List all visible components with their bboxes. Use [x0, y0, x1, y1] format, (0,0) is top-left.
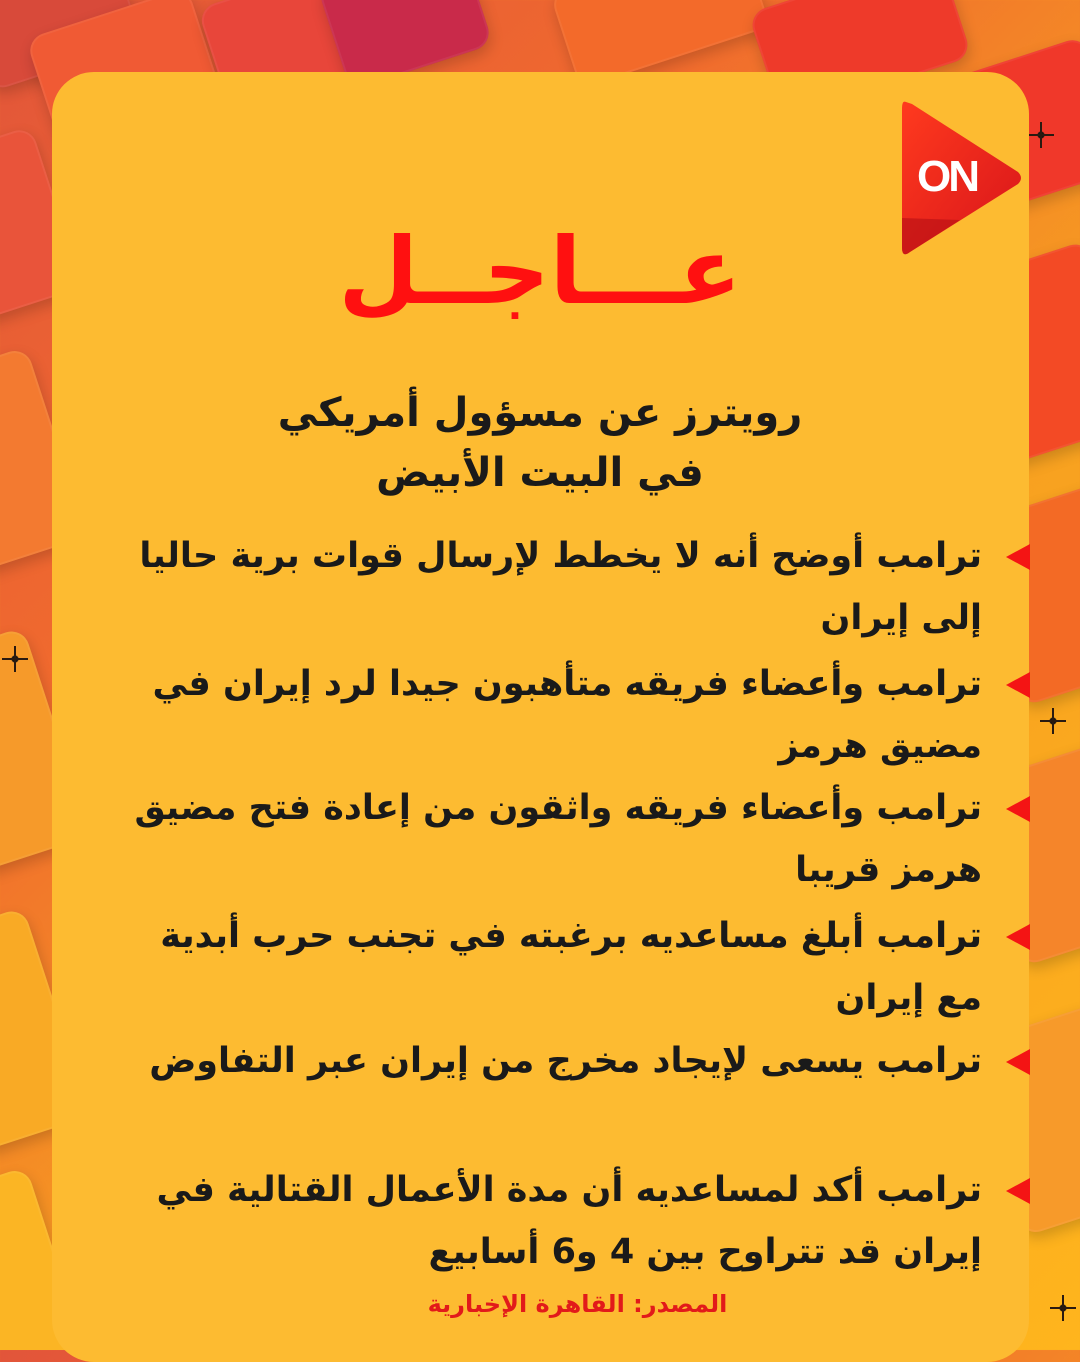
subtitle-line-2: في البيت الأبيض [376, 450, 704, 496]
triangle-marker-icon [1006, 1178, 1030, 1204]
triangle-marker-icon [1006, 544, 1030, 570]
bullet-text: ترامب وأعضاء فريقه واثقون من إعادة فتح مضيق هرمز قريبا [134, 788, 982, 890]
bullet-text: ترامب أكد لمساعديه أن مدة الأعمال القتالية في إيران قد تتراوح بين 4 و6 أسابيع [156, 1170, 982, 1272]
triangle-marker-icon [1006, 1049, 1030, 1075]
triangle-marker-icon [1006, 796, 1030, 822]
source-credit: المصدر: القاهرة الإخبارية [427, 1290, 728, 1318]
bullet-item [100, 1159, 1030, 1283]
logo-text: ON [917, 152, 977, 201]
bullet-item [100, 905, 1030, 1029]
triangle-marker-icon [1006, 924, 1030, 950]
subtitle-line-1: رويترز عن مسؤول أمريكي [277, 390, 803, 436]
bullet-item [100, 1030, 1030, 1092]
bullet-item [100, 653, 1030, 777]
bullet-item [100, 525, 1030, 649]
bullet-text: ترامب يسعى لإيجاد مخرج من إيران عبر التفاوض [149, 1041, 982, 1081]
triangle-marker-icon [1006, 672, 1030, 698]
bullet-text: ترامب أبلغ مساعديه برغبته في تجنب حرب أبدية مع إيران [160, 916, 982, 1018]
bullet-text: ترامب أوضح أنه لا يخطط لإرسال قوات برية حاليا إلى إيران [139, 536, 982, 638]
breaking-headline: عـــاجــل [338, 218, 742, 325]
bullet-text: ترامب وأعضاء فريقه متأهبون جيدا لرد إيران في مضيق هرمز [152, 664, 982, 766]
bullet-item [100, 777, 1030, 901]
